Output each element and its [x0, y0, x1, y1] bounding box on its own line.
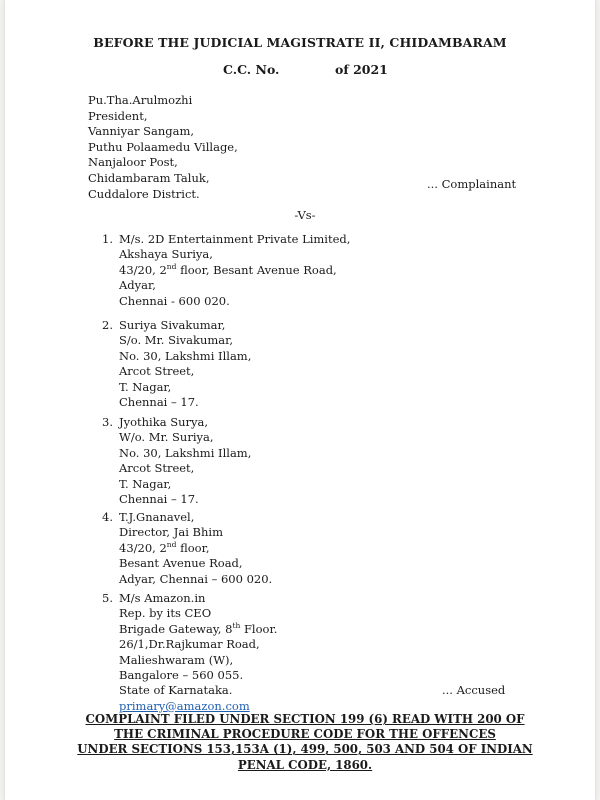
accused-line: Adyar,	[119, 278, 156, 293]
accused-line: 26/1,Dr.Rajkumar Road,	[119, 637, 260, 652]
accused-line: Suriya Sivakumar,	[119, 318, 226, 332]
accused-line: T. Nagar,	[119, 476, 172, 491]
versus-separator: -Vs-	[294, 208, 316, 222]
complainant-line: President,	[88, 108, 148, 123]
accused-number: 3.	[102, 415, 113, 429]
complainant-address	[88, 93, 238, 202]
accused-number: 2.	[102, 318, 113, 332]
accused-line: State of Karnataka.	[119, 683, 233, 698]
complainant-line: Chidambaram Taluk,	[88, 170, 210, 185]
accused-line: W/o. Mr. Suriya,	[119, 430, 214, 445]
case-year: of 2021	[335, 62, 388, 77]
complainant-role: ... Complainant	[427, 177, 517, 191]
email-link[interactable]: primary@amazon.com	[119, 698, 250, 713]
accused-line: No. 30, Lakshmi Illam,	[119, 348, 252, 363]
accused-line: Besant Avenue Road,	[119, 556, 243, 571]
accused-line: M/s. 2D Entertainment Private Limited,	[119, 232, 351, 246]
complaint-title-line: UNDER SECTIONS 153,153A (1), 499, 500, 503 AND 504 OF INDIAN	[77, 742, 533, 757]
accused-line: M/s Amazon.in	[119, 591, 206, 605]
accused-line: No. 30, Lakshmi Illam,	[119, 445, 252, 460]
accused-line: Chennai – 17.	[119, 492, 199, 507]
accused-line: T. Nagar,	[119, 379, 172, 394]
accused-line: Adyar, Chennai – 600 020.	[119, 571, 273, 586]
accused-line: Rep. by its CEO	[119, 606, 212, 621]
complaint-title-line: PENAL CODE, 1860.	[237, 757, 373, 772]
accused-number: 4.	[102, 510, 113, 524]
accused-role: ... Accused	[442, 683, 506, 697]
accused-number: 5.	[102, 591, 113, 605]
complainant-line: Pu.Tha.Arulmozhi	[88, 93, 193, 107]
court-heading: BEFORE THE JUDICIAL MAGISTRATE II, CHIDAMBARAM	[93, 35, 507, 50]
accused-line: 43/20, 2nd floor, Besant Avenue Road,	[119, 261, 337, 277]
accused-line: T.J.Gnanavel,	[119, 510, 195, 524]
case-number-label: C.C. No.	[223, 62, 280, 77]
complainant-line: Nanjaloor Post,	[88, 155, 178, 170]
accused-line: Chennai - 600 020.	[119, 293, 230, 308]
accused-line: Bangalore – 560 055.	[119, 668, 244, 683]
accused-line: Arcot Street,	[119, 364, 195, 379]
accused-line: Jyothika Surya,	[119, 415, 209, 429]
accused-line: Director, Jai Bhim	[119, 525, 223, 540]
complainant-line: Vanniyar Sangam,	[88, 124, 195, 139]
accused-line: Malieshwaram (W),	[119, 652, 234, 667]
accused-line: Brigade Gateway, 8th Floor.	[119, 620, 278, 636]
complaint-title	[5, 712, 600, 773]
accused-line: Akshaya Suriya,	[119, 247, 213, 262]
complaint-title-line: THE CRIMINAL PROCEDURE CODE FOR THE OFFENCES	[114, 727, 496, 742]
complaint-title-line: COMPLAINT FILED UNDER SECTION 199 (6) READ WITH 200 OF	[85, 712, 525, 726]
accused-line: Chennai – 17.	[119, 395, 199, 410]
document-page	[4, 0, 596, 800]
complainant-line: Cuddalore District.	[88, 186, 200, 201]
accused-line: Arcot Street,	[119, 461, 195, 476]
accused-line: 43/20, 2nd floor,	[119, 539, 210, 555]
complainant-line: Puthu Polaamedu Village,	[88, 139, 238, 154]
accused-number: 1.	[102, 232, 113, 246]
accused-line: S/o. Mr. Sivakumar,	[119, 333, 234, 348]
